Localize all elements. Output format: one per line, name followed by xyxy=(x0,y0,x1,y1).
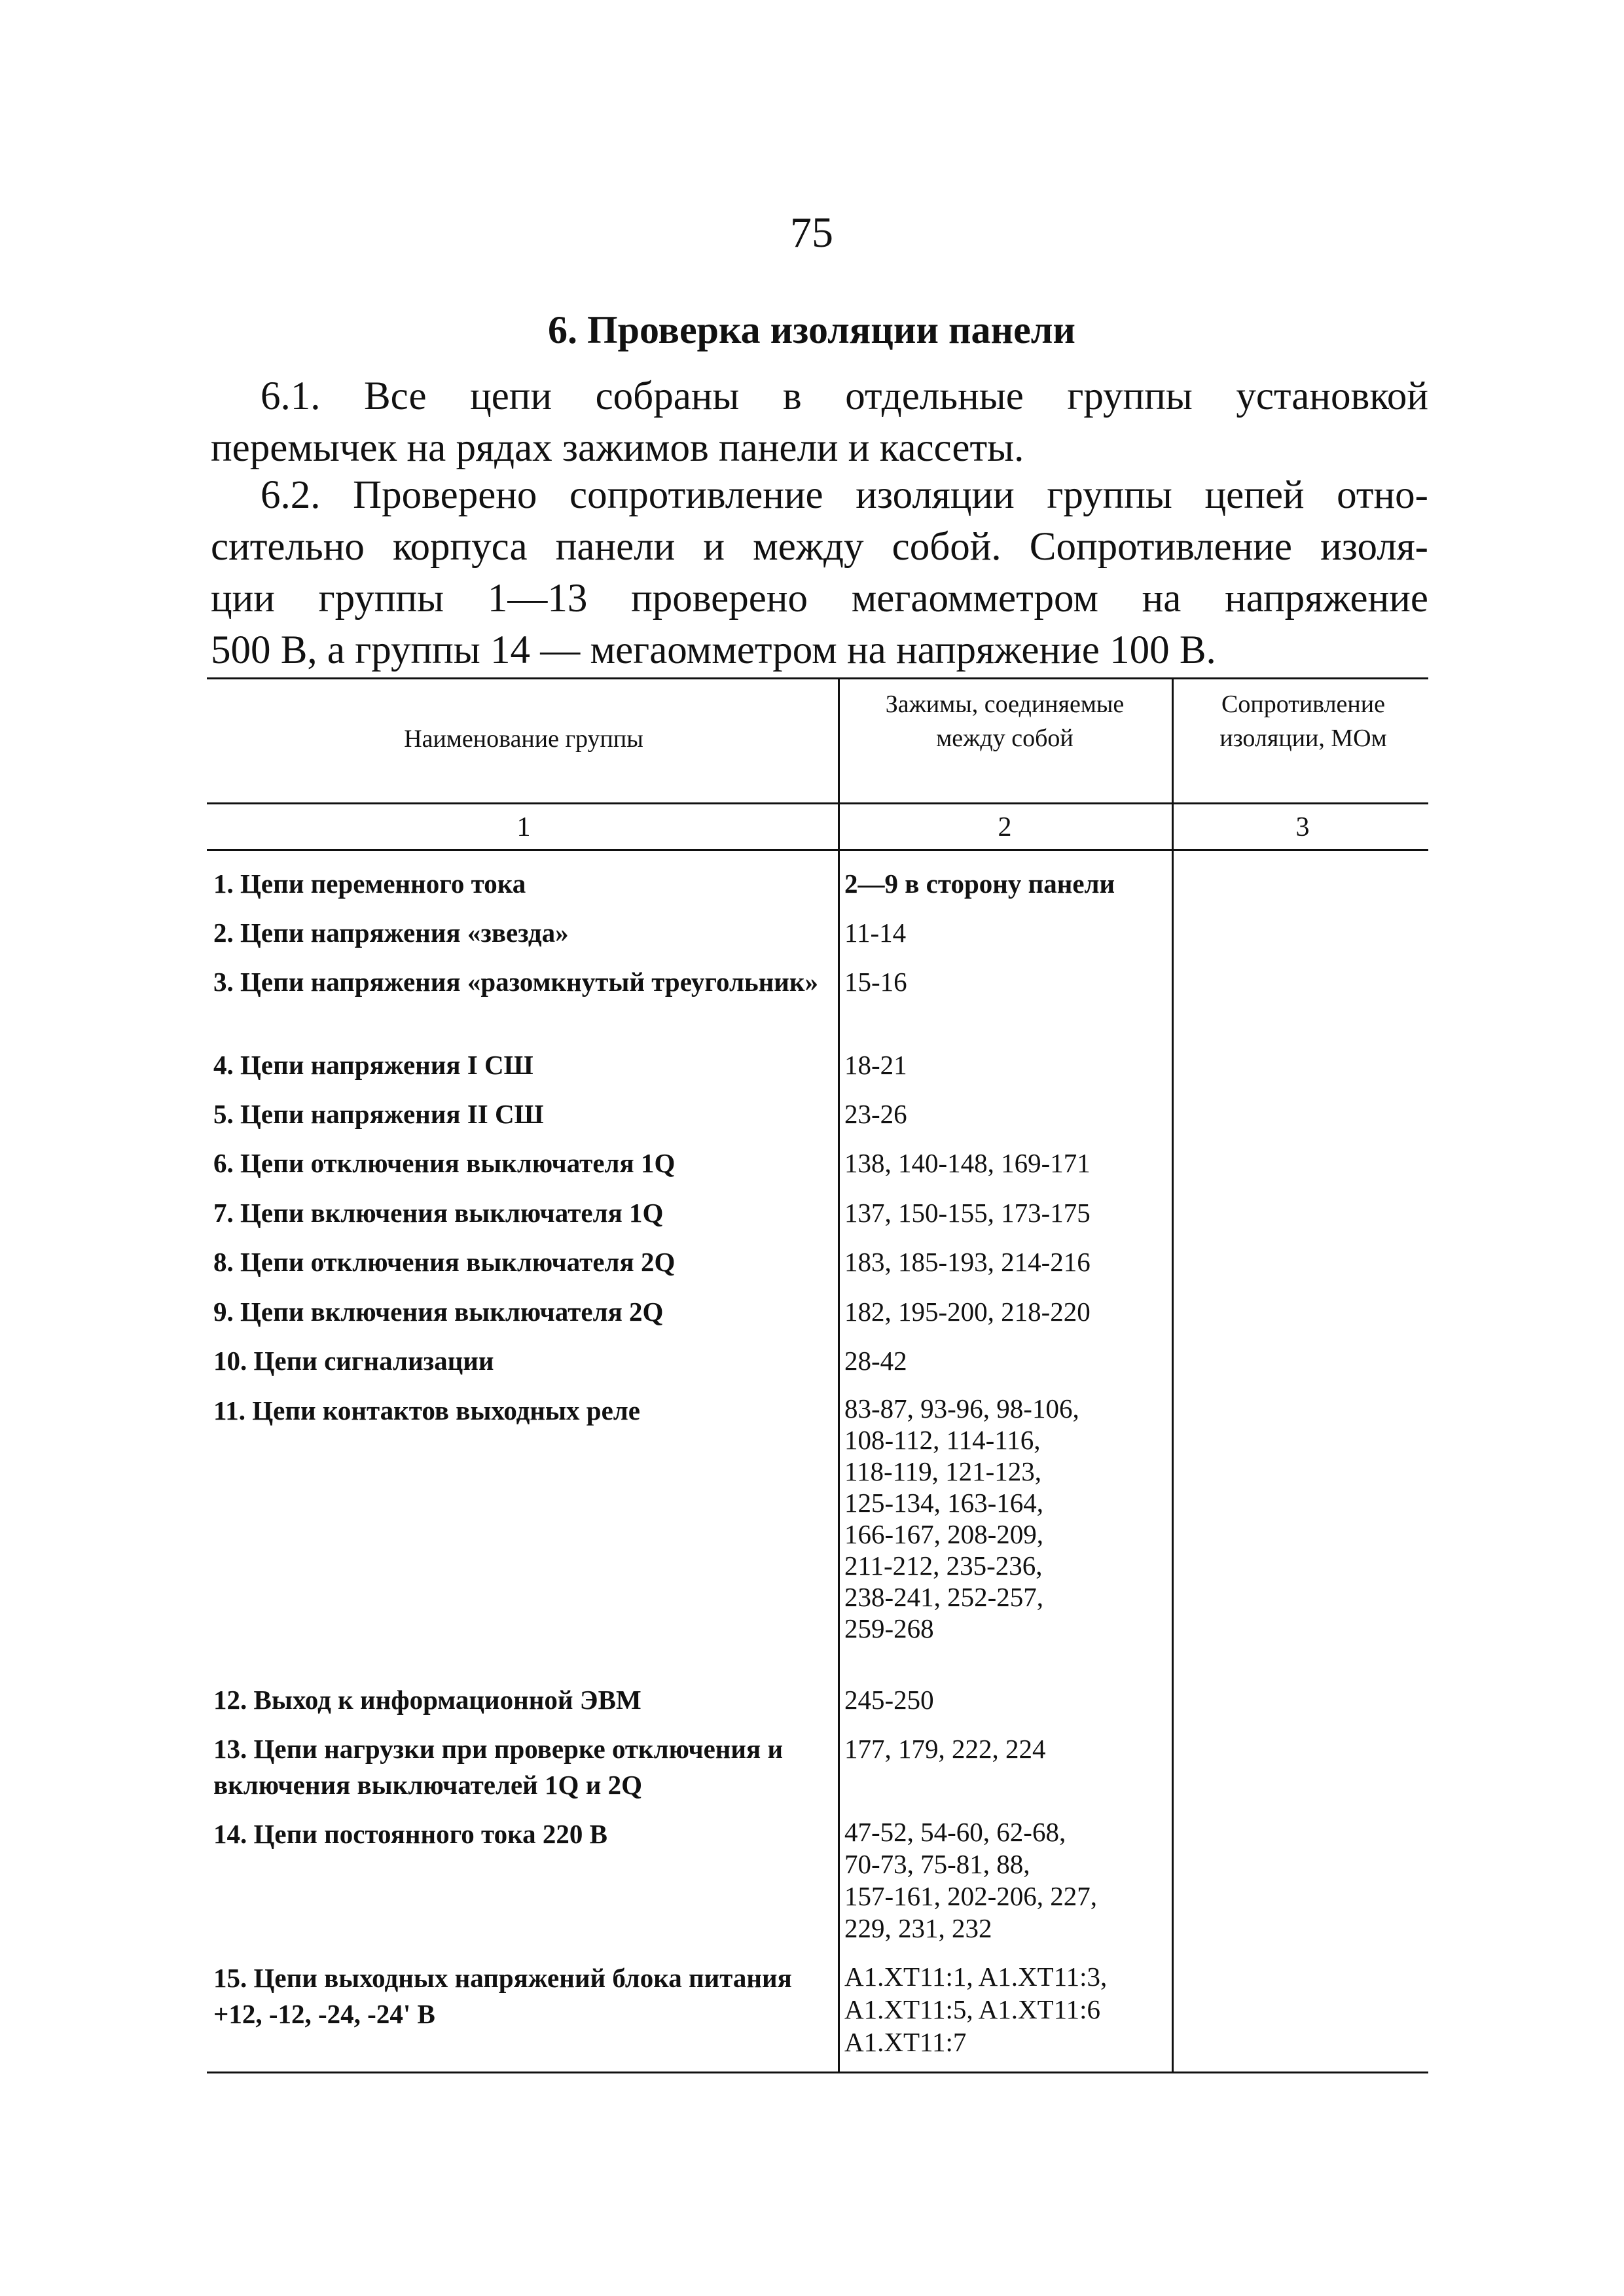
table-number-rule xyxy=(207,849,1428,851)
paragraph-line: 6.2. Проверено сопротивление изоляции группы цепей отно- xyxy=(261,473,1428,517)
table-column-divider xyxy=(1172,677,1174,2072)
terminals-cell: 11-14 xyxy=(844,918,907,948)
group-name-cell: 3. Цепи напряжения «разомкнутый треугольник» xyxy=(213,967,819,997)
terminals-cell: 177, 179, 222, 224 xyxy=(844,1734,1046,1764)
terminals-cell: 18-21 xyxy=(844,1050,907,1080)
paragraph-line: ции группы 1—13 проверено мегаомметром на напряжение xyxy=(211,577,1428,620)
column-number: 1 xyxy=(516,812,531,842)
column-number: 2 xyxy=(998,812,1012,842)
terminals-cell: A1.XT11:1, A1.XT11:3, A1.XT11:5, A1.XT11:6 A1.XT11:7 xyxy=(844,1962,1108,2057)
table-header-rule xyxy=(207,802,1428,804)
terminals-cell: 245-250 xyxy=(844,1685,934,1715)
group-name-cell: 14. Цепи постоянного тока 220 В xyxy=(213,1819,607,1849)
group-name-cell: 8. Цепи отключения выключателя 2Q xyxy=(213,1247,676,1277)
group-name-cell: 12. Выход к информационной ЭВМ xyxy=(213,1685,641,1715)
page-number: 75 xyxy=(790,209,833,257)
group-name-cell: 9. Цепи включения выключателя 2Q xyxy=(213,1297,664,1327)
table-bottom-rule xyxy=(207,2072,1428,2073)
section-title: 6. Проверка изоляции панели xyxy=(548,308,1075,351)
group-name-cell: 6. Цепи отключения выключателя 1Q xyxy=(213,1148,676,1178)
terminals-cell: 47-52, 54-60, 62-68, 70-73, 75-81, 88, 157-161, 202-206, 227, 229, 231, 232 xyxy=(844,1817,1098,1943)
terminals-cell: 28-42 xyxy=(844,1346,907,1376)
group-name-cell: 11. Цепи контактов выходных реле xyxy=(213,1395,640,1426)
group-name-cell: 10. Цепи сигнализации xyxy=(213,1346,494,1376)
table-header-resistance: Сопротивление изоляции, МОм xyxy=(1219,691,1387,752)
table-column-divider xyxy=(838,677,840,2072)
terminals-cell: 183, 185-193, 214-216 xyxy=(844,1247,1091,1277)
terminals-cell: 182, 195-200, 218-220 xyxy=(844,1297,1091,1327)
terminals-cell: 137, 150-155, 173-175 xyxy=(844,1198,1091,1228)
terminals-cell: 23-26 xyxy=(844,1099,907,1129)
group-name-cell: 7. Цепи включения выключателя 1Q xyxy=(213,1198,664,1228)
paragraph-6-2 xyxy=(211,469,1428,676)
group-name-cell: 1. Цепи переменного тока xyxy=(213,869,526,899)
terminals-cell: 2—9 в сторону панели xyxy=(844,869,1115,899)
group-name-cell: 5. Цепи напряжения II СШ xyxy=(213,1099,544,1129)
table-header-terminals: Зажимы, соединяемые между собой xyxy=(885,691,1125,752)
paragraph-line: перемычек на рядах зажимов панели и кассеты. xyxy=(211,426,1024,470)
paragraph-line: 500 В, а группы 14 — мегаомметром на напряжение 100 В. xyxy=(211,628,1216,672)
terminals-cell: 83-87, 93-96, 98-106, 108-112, 114-116, 118-119, 121-123, 125-134, 163-164, 166-167, 208-209, 211-212, 235-236, 238-241, 252-257, 259-268 xyxy=(844,1393,1079,1643)
group-name-cell: 13. Цепи нагрузки при проверке отключения и включения выключателей 1Q и 2Q xyxy=(213,1734,784,1800)
table-top-rule xyxy=(207,677,1428,679)
paragraph-6-1 xyxy=(211,370,1428,474)
paragraph-line: 6.1. Все цепи собраны в отдельные группы установкой xyxy=(261,374,1428,418)
group-name-cell: 15. Цепи выходных напряжений блока питания +12, -12, -24, -24' В xyxy=(213,1963,792,2029)
terminals-cell: 15-16 xyxy=(844,967,907,997)
table-header-group-name: Наименование группы xyxy=(404,725,643,753)
column-number: 3 xyxy=(1295,812,1310,842)
paragraph-line: сительно корпуса панели и между собой. Сопротивление изоля- xyxy=(211,525,1428,569)
group-name-cell: 2. Цепи напряжения «звезда» xyxy=(213,918,569,948)
terminals-cell: 138, 140-148, 169-171 xyxy=(844,1148,1091,1178)
group-name-cell: 4. Цепи напряжения I СШ xyxy=(213,1050,533,1080)
